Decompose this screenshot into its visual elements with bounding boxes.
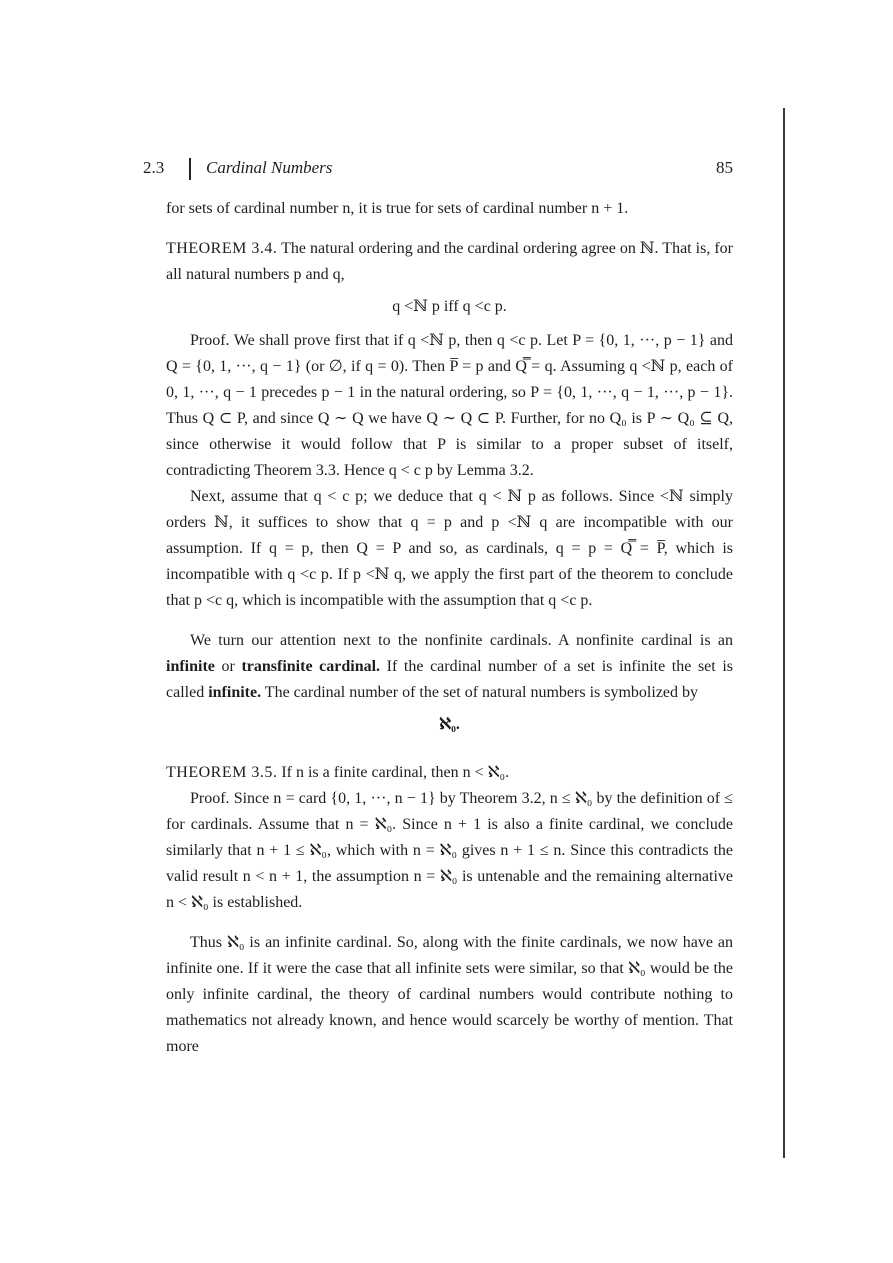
- section-number: 2.3: [143, 158, 165, 177]
- transfinite-text-1: We turn our attention next to the nonfinite cardinals. A nonfinite cardinal is an: [190, 632, 733, 649]
- theorem-3-4-text: The natural ordering and the cardinal ordering agree on ℕ. That is, for all natural numbers p and q,: [166, 240, 734, 283]
- closing-paragraph: Thus ℵ₀ is an infinite cardinal. So, along with the finite cardinals, we now have an infinite one. If it were the case that all infinite sets were similar, so that ℵ₀ would be the only infinite cardinal, the theory of cardinal numbers would contribute nothing to mathematics not already known, and hence would scarcely be worthy of mention. That more: [166, 934, 733, 1055]
- theorem-3-4: [166, 236, 733, 288]
- page-edge-rule: [783, 108, 785, 1158]
- theorem-3-4-display: q <ℕ p iff q <c p.: [392, 298, 507, 315]
- section-title: Cardinal Numbers: [206, 158, 333, 177]
- theorem-3-5: [166, 760, 733, 786]
- running-header: [143, 158, 733, 184]
- page-number: 85: [716, 158, 733, 177]
- aleph-null-display: ℵ₀.: [439, 716, 460, 733]
- transfinite-text-4: The cardinal number of the set of natural numbers is symbolized by: [261, 684, 699, 701]
- paragraph-continuation: for sets of cardinal number n, it is true for sets of cardinal number n + 1.: [166, 200, 629, 217]
- term-infinite: infinite: [166, 658, 215, 675]
- theorem-3-5-label: THEOREM 3.5.: [166, 764, 278, 781]
- proof-3-4-part-2: Next, assume that q < c p; we deduce that q < ℕ p as follows. Since <ℕ simply orders ℕ, it suffices to show that q = p and p <ℕ q are incompatible with our assumption. If q = p, then Q = P and so, as cardinals, q = p = Q̿ = P̅, which is incompatible with q <c p. If p <ℕ q, we apply the first part of the theorem to conclude that p <c q, which is incompatible with the assumption that q <c p.: [166, 488, 733, 609]
- page-body: [166, 196, 733, 1060]
- theorem-3-4-label: THEOREM 3.4.: [166, 240, 278, 257]
- term-transfinite-cardinal: transfinite cardinal.: [241, 658, 381, 675]
- book-page: [143, 158, 734, 1055]
- transfinite-text-2: or: [214, 658, 242, 675]
- transfinite-paragraph: [166, 628, 733, 706]
- proof-3-4-part-1: Proof. We shall prove first that if q <ℕ p, then q <c p. Let P = {0, 1, ···, p − 1} and Q = {0, 1, ···, q − 1} (or ∅, if q = 0). Then P̅ = p and Q̿ = q. Assuming q <ℕ p, each of 0, 1, ···, q − 1 precedes p − 1 in the natural ordering, so P = {0, 1, ···, q − 1, ···, p − 1}. Thus Q ⊂ P, and since Q ∼ Q we have Q ∼ Q ⊂ P. Further, for no Q₀ is P ∼ Q₀ ⊆ Q, since otherwise it would follow that P is similar to a proper subset of itself, contradicting Theorem 3.3. Hence q < c p by Lemma 3.2.: [166, 332, 733, 479]
- header-divider: [189, 158, 191, 180]
- proof-3-5: Proof. Since n = card {0, 1, ···, n − 1} by Theorem 3.2, n ≤ ℵ₀ by the definition of ≤ for cardinals. Assume that n = ℵ₀. Since n + 1 is also a finite cardinal, we conclude similarly that n + 1 ≤ ℵ₀, which with n = ℵ₀ gives n + 1 ≤ n. Since this contradicts the valid result n < n + 1, the assumption n = ℵ₀ is untenable and the remaining alternative n < ℵ₀ is established.: [166, 790, 733, 911]
- term-infinite-set: infinite.: [208, 684, 262, 701]
- transfinite-text-3: If the cardinal number of a set is infinite the set is called: [166, 658, 734, 701]
- theorem-3-5-text: If n is a finite cardinal, then n < ℵ₀.: [281, 764, 510, 781]
